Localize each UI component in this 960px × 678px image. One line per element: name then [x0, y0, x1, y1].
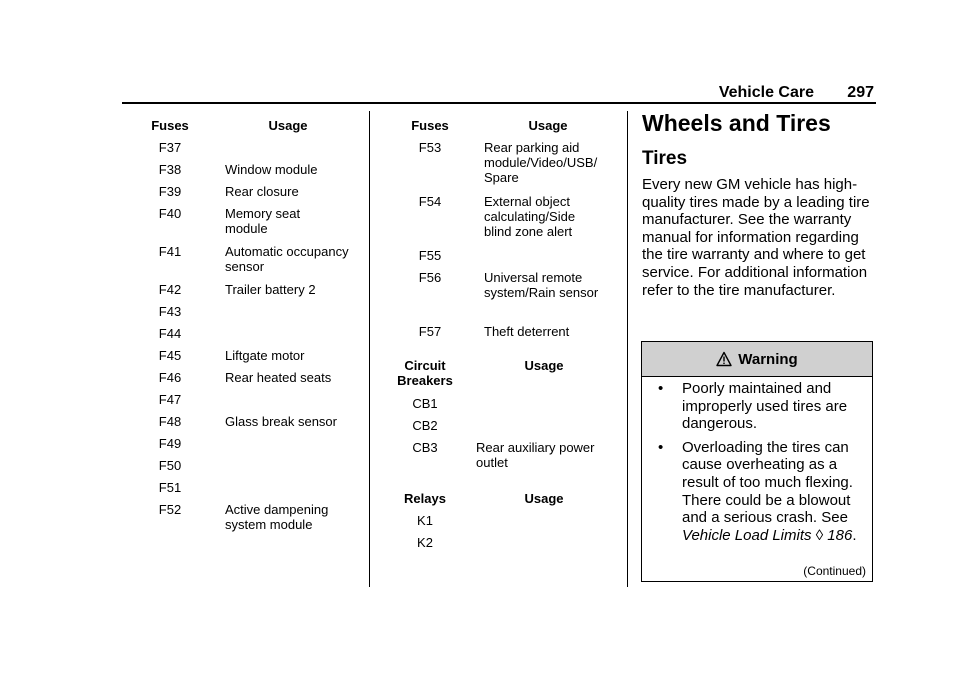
table-header-usage: Usage — [524, 358, 564, 373]
fuse-usage: Universal remote system/Rain sensor — [484, 270, 599, 300]
fuse-usage: Glass break sensor — [225, 414, 337, 429]
breaker-code: CB3 — [412, 440, 438, 455]
table-header-relays: Relays — [404, 491, 446, 506]
table-header-fuses: Fuses — [411, 118, 449, 133]
fuse-code: F39 — [158, 184, 182, 199]
fuse-code: F53 — [418, 140, 442, 155]
fuse-code: F48 — [158, 414, 182, 429]
fuse-code: F44 — [158, 326, 182, 341]
fuse-code: F52 — [158, 502, 182, 517]
table-header-fuses: Fuses — [151, 118, 189, 133]
breaker-code: CB1 — [412, 396, 438, 411]
section-title: Wheels and Tires — [642, 110, 831, 136]
relay-code: K1 — [417, 513, 433, 528]
fuse-code: F42 — [158, 282, 182, 297]
fuse-code: F38 — [158, 162, 182, 177]
fuse-code: F40 — [158, 206, 182, 221]
fuse-usage: Window module — [225, 162, 318, 177]
column-divider-1 — [369, 111, 370, 587]
fuse-usage: Automatic occupancy sensor — [225, 244, 349, 274]
warning-triangle-icon — [716, 351, 732, 367]
warning-item-text: Overloading the tires can cause overheating as a result of too much flexing. There could be a blowout and a serious crash. See — [682, 438, 853, 527]
fuse-code: F46 — [158, 370, 182, 385]
table-header-circuit-breakers: Circuit Breakers — [397, 358, 453, 388]
fuse-usage: Rear parking aid module/Video/USB/ Spare — [484, 140, 598, 185]
fuse-usage: Liftgate motor — [225, 348, 305, 363]
warning-box — [641, 341, 873, 582]
fuse-code: F41 — [158, 244, 182, 259]
fuse-usage: Rear heated seats — [225, 370, 332, 385]
breaker-usage: Rear auxiliary power outlet — [476, 440, 595, 470]
fuse-usage: Memory seat module — [225, 206, 301, 236]
table-header-usage: Usage — [528, 118, 568, 133]
fuse-code: F56 — [418, 270, 442, 285]
warning-list — [642, 380, 872, 550]
fuse-code: F55 — [418, 248, 442, 263]
warning-item — [642, 439, 872, 545]
table-header-usage: Usage — [524, 491, 564, 506]
fuse-usage: Trailer battery 2 — [225, 282, 316, 297]
warning-item — [642, 380, 872, 433]
header-section-title: Vehicle Care — [718, 84, 814, 101]
fuse-usage: External object calculating/Side blind zone alert — [484, 194, 576, 239]
column-divider-2 — [627, 111, 628, 587]
bullet: • — [658, 380, 664, 397]
fuse-code: F37 — [158, 140, 182, 155]
relay-code: K2 — [417, 535, 433, 550]
section-subtitle: Tires — [642, 148, 688, 169]
fuse-code: F57 — [418, 324, 442, 339]
section-paragraph: Every new GM vehicle has high-quality tires made by a leading tire manufacturer. See the warranty manual for information regarding the tire warranty and where to get service. For additional information refer to the tire manufacturer. — [642, 176, 870, 299]
fuse-code: F47 — [158, 392, 182, 407]
warning-header — [642, 342, 872, 377]
fuse-usage: Active dampening system module — [225, 502, 329, 532]
warning-title: Warning — [738, 350, 798, 368]
fuse-code: F51 — [158, 480, 182, 495]
fuse-code: F45 — [158, 348, 182, 363]
cross-reference-page[interactable]: 186 — [827, 526, 853, 544]
fuse-usage: Rear closure — [225, 184, 299, 199]
breaker-code: CB2 — [412, 418, 438, 433]
fuse-code: F54 — [418, 194, 442, 209]
fuse-code: F43 — [158, 304, 182, 319]
bullet: • — [658, 438, 664, 456]
header-page-number: 297 — [847, 84, 874, 101]
sentence-end: . — [852, 526, 857, 544]
fuse-code: F50 — [158, 458, 182, 473]
fuse-usage: Theft deterrent — [484, 324, 570, 339]
continued-note: (Continued) — [803, 564, 866, 578]
header-rule — [122, 102, 876, 104]
page-header — [0, 84, 878, 102]
page-ref-arrow-icon: ◊ — [815, 526, 824, 544]
warning-item-text: Poorly maintained and improperly used tires are dangerous. — [682, 380, 848, 433]
table-header-usage: Usage — [268, 118, 308, 133]
fuse-code: F49 — [158, 436, 182, 451]
cross-reference-link[interactable]: Vehicle Load Limits — [682, 526, 812, 544]
